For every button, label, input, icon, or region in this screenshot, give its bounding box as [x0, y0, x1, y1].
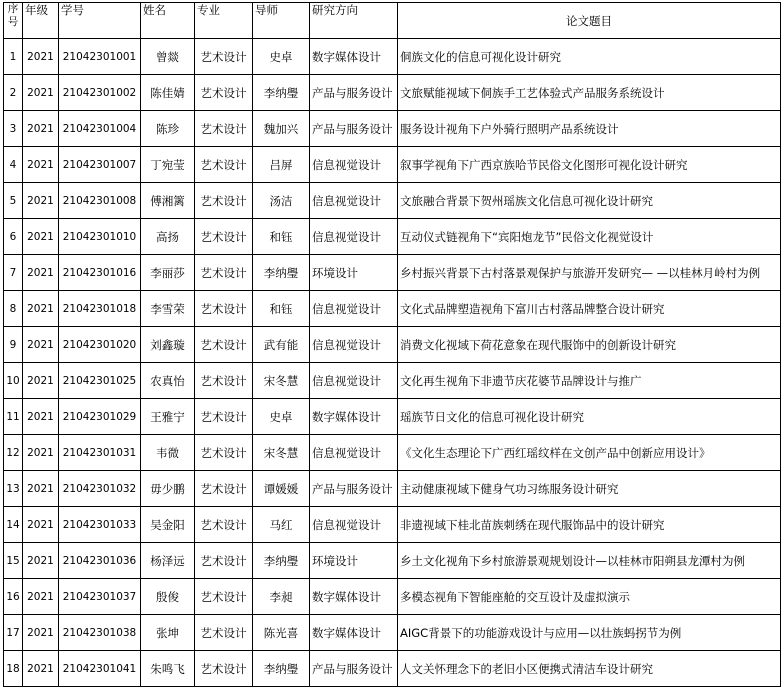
cell-seq: 11 — [4, 399, 23, 435]
cell-thesis: 文旅融合背景下贺州瑶族文化信息可视化设计研究 — [398, 183, 781, 219]
cell-research: 信息视觉设计 — [310, 219, 398, 255]
cell-advisor: 史卓 — [253, 39, 310, 75]
cell-seq: 10 — [4, 363, 23, 399]
cell-advisor: 武有能 — [253, 327, 310, 363]
cell-student-id: 21042301036 — [59, 543, 141, 579]
cell-name: 陈珍 — [141, 111, 195, 147]
cell-thesis: 服务设计视角下户外骑行照明产品系统设计 — [398, 111, 781, 147]
header-seq: 序号 — [4, 3, 23, 39]
cell-year: 2021 — [23, 183, 59, 219]
table-row — [4, 111, 781, 147]
cell-name: 张坤 — [141, 615, 195, 651]
cell-student-id: 21042301002 — [59, 75, 141, 111]
cell-year: 2021 — [23, 579, 59, 615]
cell-name: 刘鑫璇 — [141, 327, 195, 363]
cell-advisor: 李纳璺 — [253, 543, 310, 579]
cell-name: 殷俊 — [141, 579, 195, 615]
cell-name: 李丽莎 — [141, 255, 195, 291]
cell-year: 2021 — [23, 471, 59, 507]
cell-student-id: 21042301038 — [59, 615, 141, 651]
cell-seq: 9 — [4, 327, 23, 363]
cell-seq: 14 — [4, 507, 23, 543]
cell-research: 产品与服务设计 — [310, 471, 398, 507]
cell-advisor: 和钰 — [253, 219, 310, 255]
cell-advisor: 李纳璺 — [253, 651, 310, 687]
cell-research: 信息视觉设计 — [310, 291, 398, 327]
cell-student-id: 21042301025 — [59, 363, 141, 399]
header-thesis: 论文题目 — [398, 3, 781, 39]
cell-major: 艺术设计 — [195, 327, 253, 363]
cell-year: 2021 — [23, 39, 59, 75]
cell-student-id: 21042301033 — [59, 507, 141, 543]
table-row — [4, 219, 781, 255]
cell-advisor: 李纳璺 — [253, 75, 310, 111]
table-row — [4, 507, 781, 543]
table-row — [4, 543, 781, 579]
cell-name: 韦微 — [141, 435, 195, 471]
cell-seq: 5 — [4, 183, 23, 219]
cell-major: 艺术设计 — [195, 363, 253, 399]
cell-student-id: 21042301020 — [59, 327, 141, 363]
cell-seq: 8 — [4, 291, 23, 327]
cell-thesis: 《文化生态理论下广西红瑶纹样在文创产品中创新应用设计》 — [398, 435, 781, 471]
cell-year: 2021 — [23, 255, 59, 291]
cell-major: 艺术设计 — [195, 39, 253, 75]
cell-thesis: 文化再生视角下非遗节庆花婆节品牌设计与推广 — [398, 363, 781, 399]
cell-advisor: 宋冬慧 — [253, 363, 310, 399]
cell-thesis: 文旅赋能视域下侗族手工艺体验式产品服务系统设计 — [398, 75, 781, 111]
cell-seq: 18 — [4, 651, 23, 687]
cell-thesis: 非遗视域下桂北苗族刺绣在现代服饰品中的设计研究 — [398, 507, 781, 543]
cell-year: 2021 — [23, 291, 59, 327]
cell-student-id: 21042301029 — [59, 399, 141, 435]
cell-research: 信息视觉设计 — [310, 147, 398, 183]
cell-research: 数字媒体设计 — [310, 579, 398, 615]
cell-research: 信息视觉设计 — [310, 327, 398, 363]
cell-thesis: 文化式品牌塑造视角下富川古村落品牌整合设计研究 — [398, 291, 781, 327]
cell-thesis: 人文关怀理念下的老旧小区便携式清洁车设计研究 — [398, 651, 781, 687]
cell-advisor: 陈光喜 — [253, 615, 310, 651]
cell-seq: 12 — [4, 435, 23, 471]
cell-seq: 2 — [4, 75, 23, 111]
cell-advisor: 魏加兴 — [253, 111, 310, 147]
cell-seq: 1 — [4, 39, 23, 75]
cell-name: 吴金阳 — [141, 507, 195, 543]
cell-student-id: 21042301007 — [59, 147, 141, 183]
cell-name: 杨泽远 — [141, 543, 195, 579]
cell-year: 2021 — [23, 399, 59, 435]
cell-advisor: 史卓 — [253, 399, 310, 435]
cell-major: 艺术设计 — [195, 435, 253, 471]
cell-research: 数字媒体设计 — [310, 39, 398, 75]
thesis-table — [3, 2, 781, 687]
cell-seq: 15 — [4, 543, 23, 579]
cell-seq: 13 — [4, 471, 23, 507]
cell-name: 农真怡 — [141, 363, 195, 399]
cell-research: 信息视觉设计 — [310, 363, 398, 399]
cell-major: 艺术设计 — [195, 183, 253, 219]
cell-student-id: 21042301001 — [59, 39, 141, 75]
cell-year: 2021 — [23, 507, 59, 543]
cell-advisor: 吕屏 — [253, 147, 310, 183]
cell-year: 2021 — [23, 435, 59, 471]
cell-research: 数字媒体设计 — [310, 615, 398, 651]
cell-advisor: 谭媛媛 — [253, 471, 310, 507]
table-row — [4, 39, 781, 75]
cell-year: 2021 — [23, 363, 59, 399]
cell-research: 环境设计 — [310, 543, 398, 579]
cell-student-id: 21042301032 — [59, 471, 141, 507]
cell-thesis: 叙事学视角下广西京族哈节民俗文化图形可视化设计研究 — [398, 147, 781, 183]
cell-research: 数字媒体设计 — [310, 399, 398, 435]
cell-major: 艺术设计 — [195, 651, 253, 687]
cell-student-id: 21042301016 — [59, 255, 141, 291]
cell-name: 傅湘篱 — [141, 183, 195, 219]
cell-major: 艺术设计 — [195, 147, 253, 183]
cell-thesis: 瑶族节日文化的信息可视化设计研究 — [398, 399, 781, 435]
cell-name: 曾燚 — [141, 39, 195, 75]
cell-year: 2021 — [23, 147, 59, 183]
cell-name: 朱鸣飞 — [141, 651, 195, 687]
cell-year: 2021 — [23, 75, 59, 111]
cell-thesis: 主动健康视域下健身气功习练服务设计研究 — [398, 471, 781, 507]
cell-year: 2021 — [23, 327, 59, 363]
cell-major: 艺术设计 — [195, 75, 253, 111]
header-row — [4, 3, 781, 39]
table-row — [4, 255, 781, 291]
header-year: 年级 — [23, 3, 59, 39]
cell-seq: 16 — [4, 579, 23, 615]
table-row — [4, 327, 781, 363]
cell-thesis: 乡村振兴背景下古村落景观保护与旅游开发研究— —以桂林月岭村为例 — [398, 255, 781, 291]
table-row — [4, 435, 781, 471]
cell-major: 艺术设计 — [195, 507, 253, 543]
cell-name: 李雪荣 — [141, 291, 195, 327]
cell-thesis: 侗族文化的信息可视化设计研究 — [398, 39, 781, 75]
cell-student-id: 21042301004 — [59, 111, 141, 147]
cell-major: 艺术设计 — [195, 615, 253, 651]
cell-thesis: AIGC背景下的功能游戏设计与应用—以壮族蚂拐节为例 — [398, 615, 781, 651]
cell-student-id: 21042301041 — [59, 651, 141, 687]
table-row — [4, 75, 781, 111]
header-major: 专业 — [195, 3, 253, 39]
cell-research: 环境设计 — [310, 255, 398, 291]
cell-research: 信息视觉设计 — [310, 507, 398, 543]
cell-student-id: 21042301031 — [59, 435, 141, 471]
cell-major: 艺术设计 — [195, 471, 253, 507]
header-research: 研究方向 — [310, 3, 398, 39]
cell-research: 产品与服务设计 — [310, 111, 398, 147]
table-row — [4, 363, 781, 399]
cell-name: 高扬 — [141, 219, 195, 255]
cell-advisor: 李昶 — [253, 579, 310, 615]
cell-research: 产品与服务设计 — [310, 75, 398, 111]
header-student-id: 学号 — [59, 3, 141, 39]
table-row — [4, 147, 781, 183]
cell-thesis: 多模态视角下智能座舱的交互设计及虚拟演示 — [398, 579, 781, 615]
cell-thesis: 乡土文化视角下乡村旅游景观规划设计—以桂林市阳朔县龙潭村为例 — [398, 543, 781, 579]
cell-major: 艺术设计 — [195, 255, 253, 291]
header-name: 姓名 — [141, 3, 195, 39]
cell-major: 艺术设计 — [195, 111, 253, 147]
table-row — [4, 183, 781, 219]
cell-major: 艺术设计 — [195, 291, 253, 327]
cell-thesis: 互动仪式链视角下“宾阳炮龙节”民俗文化视觉设计 — [398, 219, 781, 255]
cell-student-id: 21042301037 — [59, 579, 141, 615]
cell-research: 产品与服务设计 — [310, 651, 398, 687]
cell-name: 王雅宁 — [141, 399, 195, 435]
cell-year: 2021 — [23, 111, 59, 147]
table-row — [4, 399, 781, 435]
cell-seq: 17 — [4, 615, 23, 651]
cell-name: 陈佳婧 — [141, 75, 195, 111]
table-row — [4, 291, 781, 327]
cell-seq: 4 — [4, 147, 23, 183]
table-row — [4, 579, 781, 615]
cell-advisor: 马红 — [253, 507, 310, 543]
cell-research: 信息视觉设计 — [310, 435, 398, 471]
cell-major: 艺术设计 — [195, 399, 253, 435]
cell-thesis: 消费文化视域下荷花意象在现代服饰中的创新设计研究 — [398, 327, 781, 363]
cell-advisor: 李纳璺 — [253, 255, 310, 291]
cell-year: 2021 — [23, 219, 59, 255]
cell-major: 艺术设计 — [195, 219, 253, 255]
header-advisor: 导师 — [253, 3, 310, 39]
cell-advisor: 和钰 — [253, 291, 310, 327]
cell-student-id: 21042301008 — [59, 183, 141, 219]
cell-year: 2021 — [23, 543, 59, 579]
cell-advisor: 汤洁 — [253, 183, 310, 219]
cell-major: 艺术设计 — [195, 579, 253, 615]
table-row — [4, 471, 781, 507]
cell-advisor: 宋冬慧 — [253, 435, 310, 471]
table-row — [4, 615, 781, 651]
cell-year: 2021 — [23, 615, 59, 651]
cell-student-id: 21042301010 — [59, 219, 141, 255]
table-row — [4, 651, 781, 687]
cell-seq: 3 — [4, 111, 23, 147]
cell-seq: 6 — [4, 219, 23, 255]
cell-research: 信息视觉设计 — [310, 183, 398, 219]
cell-student-id: 21042301018 — [59, 291, 141, 327]
cell-name: 毋少鹏 — [141, 471, 195, 507]
cell-year: 2021 — [23, 651, 59, 687]
cell-seq: 7 — [4, 255, 23, 291]
cell-name: 丁宛莹 — [141, 147, 195, 183]
cell-major: 艺术设计 — [195, 543, 253, 579]
